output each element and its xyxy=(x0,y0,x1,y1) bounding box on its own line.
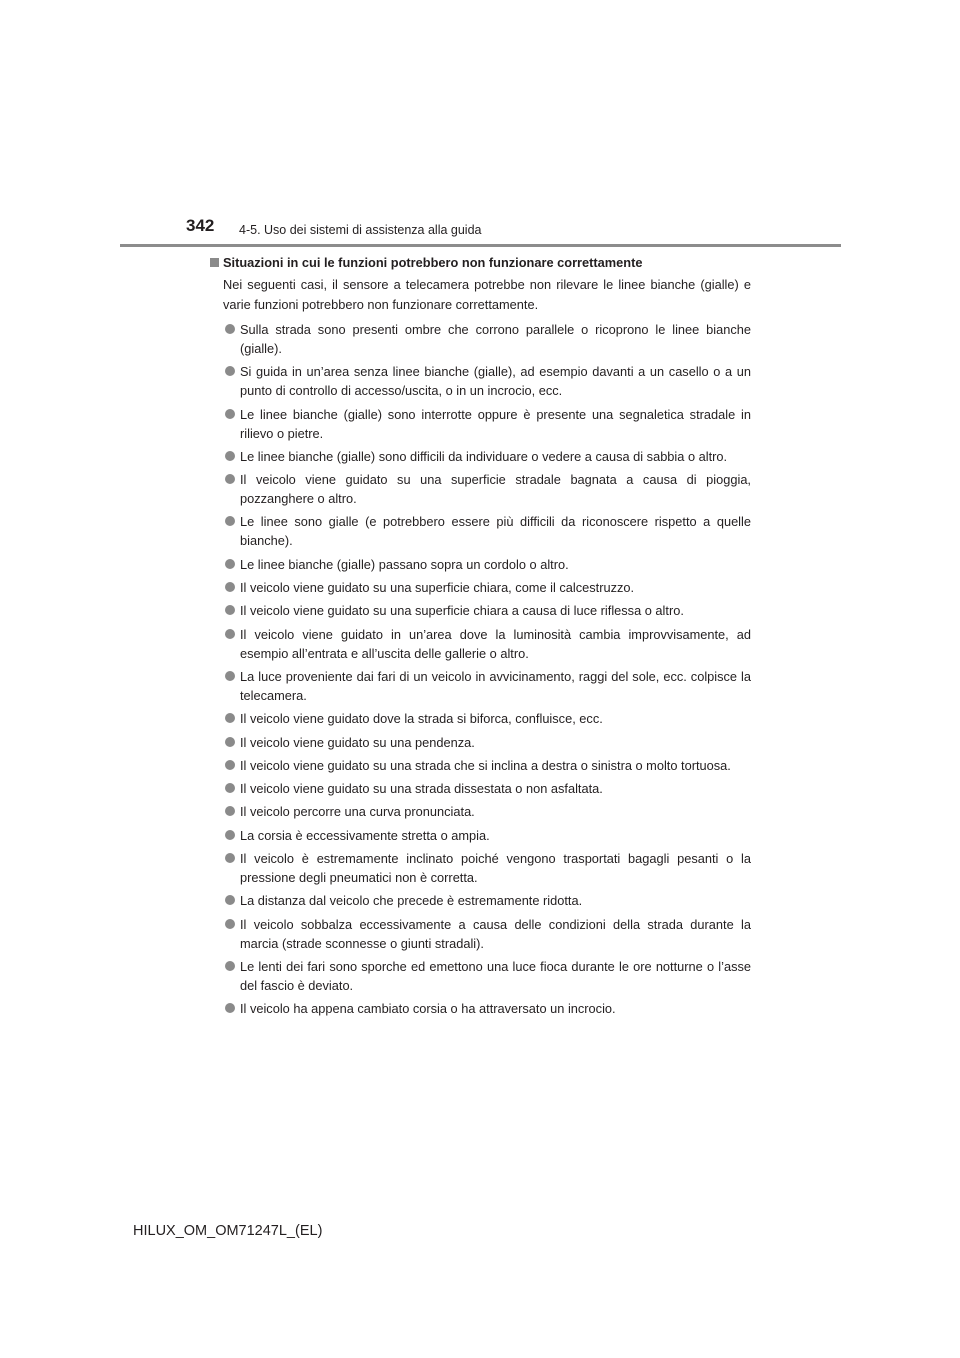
list-item xyxy=(210,957,751,995)
list-item xyxy=(210,667,751,705)
square-bullet-icon xyxy=(210,258,219,267)
list-item xyxy=(210,601,751,620)
list-item xyxy=(210,405,751,443)
list-item-text: Il veicolo viene guidato su una superficie stradale bagnata a causa di pioggia, pozzanghere o altro. xyxy=(240,472,751,507)
circle-bullet-icon xyxy=(225,783,235,793)
list-item-text: Le lenti dei fari sono sporche ed emettono una luce fioca durante le ore notturne o l’asse del fascio è deviato. xyxy=(240,958,751,993)
list-item-text: Il veicolo viene guidato dove la strada si biforca, confluisce, ecc. xyxy=(240,711,603,727)
list-item xyxy=(210,709,751,728)
list-item xyxy=(210,320,751,358)
circle-bullet-icon xyxy=(225,737,235,747)
list-item xyxy=(210,555,751,574)
list-item xyxy=(210,733,751,752)
list-item xyxy=(210,470,751,508)
list-item xyxy=(210,625,751,663)
circle-bullet-icon xyxy=(225,895,235,905)
list-item xyxy=(210,849,751,887)
circle-bullet-icon xyxy=(225,409,235,419)
circle-bullet-icon xyxy=(225,474,235,484)
list-item-text: Il veicolo viene guidato su una superficie chiara a causa di luce riflessa o altro. xyxy=(240,603,684,619)
list-item xyxy=(210,447,751,466)
list-item-text: Le linee bianche (gialle) sono interrotte oppure è presente una segnaletica stradale in rilievo o pietre. xyxy=(240,406,751,441)
list-item-text: Sulla strada sono presenti ombre che corrono parallele o ricoprono le linee bianche (gialle). xyxy=(240,322,751,356)
circle-bullet-icon xyxy=(225,516,235,526)
list-item-text: Il veicolo sobbalza eccessivamente a causa delle condizioni della strada durante la marcia (strade sconnesse o giunti stradali). xyxy=(240,916,751,951)
circle-bullet-icon xyxy=(225,559,235,569)
list-item xyxy=(210,999,751,1018)
list-item-text: Le linee bianche (gialle) sono difficili da individuare o vedere a causa di sabbia o altro. xyxy=(240,448,728,464)
section-heading xyxy=(210,254,751,272)
list-item xyxy=(210,362,751,400)
list-item-text: Il veicolo viene guidato su una pendenza. xyxy=(240,734,475,750)
circle-bullet-icon xyxy=(225,853,235,863)
list-item-text: La luce proveniente dai fari di un veicolo in avvicinamento, raggi del sole, ecc. colpisce la telecamera. xyxy=(240,668,751,703)
circle-bullet-icon xyxy=(225,961,235,971)
list-item-text: Si guida in un’area senza linee bianche (gialle), ad esempio davanti a un casello o a un punto di controllo di accesso/uscita, o in un incrocio, ecc. xyxy=(240,364,751,399)
header-divider xyxy=(120,244,841,247)
circle-bullet-icon xyxy=(225,806,235,816)
list-item-text: Il veicolo ha appena cambiato corsia o ha attraversato un incrocio. xyxy=(240,1001,616,1017)
circle-bullet-icon xyxy=(225,919,235,929)
circle-bullet-icon xyxy=(225,671,235,681)
circle-bullet-icon xyxy=(225,760,235,770)
list-item-text: Le linee sono gialle (e potrebbero essere più difficili da riconoscere rispetto a quelle bianche). xyxy=(240,514,751,549)
main-content xyxy=(210,254,751,1023)
circle-bullet-icon xyxy=(225,605,235,615)
list-item xyxy=(210,826,751,845)
circle-bullet-icon xyxy=(225,582,235,592)
document-id: HILUX_OM_OM71247L_(EL) xyxy=(133,1223,323,1239)
section-title: 4-5. Uso dei sistemi di assistenza alla guida xyxy=(239,223,482,237)
bullet-list xyxy=(210,320,751,1018)
circle-bullet-icon xyxy=(225,629,235,639)
list-item-text: Il veicolo viene guidato su una strada dissestata o non asfaltata. xyxy=(240,781,603,797)
list-item xyxy=(210,802,751,821)
list-item-text: Il veicolo viene guidato su una strada che si inclina a destra o sinistra o molto tortuosa. xyxy=(240,757,731,773)
circle-bullet-icon xyxy=(225,451,235,461)
circle-bullet-icon xyxy=(225,713,235,723)
list-item xyxy=(210,915,751,953)
list-item-text: Il veicolo è estremamente inclinato poiché vengono trasportati bagagli pesanti o la pressione degli pneumatici non è corretta. xyxy=(240,851,751,886)
list-item xyxy=(210,756,751,775)
list-item xyxy=(210,578,751,597)
intro-paragraph: Nei seguenti casi, il sensore a telecamera potrebbe non rilevare le linee bianche (gialle) e varie funzioni potrebbero non funzionare correttamente. xyxy=(223,277,751,312)
list-item xyxy=(210,512,751,550)
circle-bullet-icon xyxy=(225,830,235,840)
circle-bullet-icon xyxy=(225,1003,235,1013)
circle-bullet-icon xyxy=(225,366,235,376)
list-item xyxy=(210,779,751,798)
list-item-text: Il veicolo viene guidato in un’area dove la luminosità cambia improvvisamente, ad esempio all’entrata e all’uscita delle gallerie o altro. xyxy=(240,626,751,661)
list-item-text: La corsia è eccessivamente stretta o ampia. xyxy=(240,827,490,843)
list-item-text: La distanza dal veicolo che precede è estremamente ridotta. xyxy=(240,893,583,909)
section-heading-text: Situazioni in cui le funzioni potrebbero non funzionare correttamente xyxy=(223,255,643,270)
list-item-text: Il veicolo percorre una curva pronunciata. xyxy=(240,804,475,820)
list-item-text: Il veicolo viene guidato su una superficie chiara, come il calcestruzzo. xyxy=(240,580,635,596)
page-number: 342 xyxy=(186,216,215,235)
list-item-text: Le linee bianche (gialle) passano sopra un cordolo o altro. xyxy=(240,556,569,572)
list-item xyxy=(210,891,751,910)
circle-bullet-icon xyxy=(225,324,235,334)
